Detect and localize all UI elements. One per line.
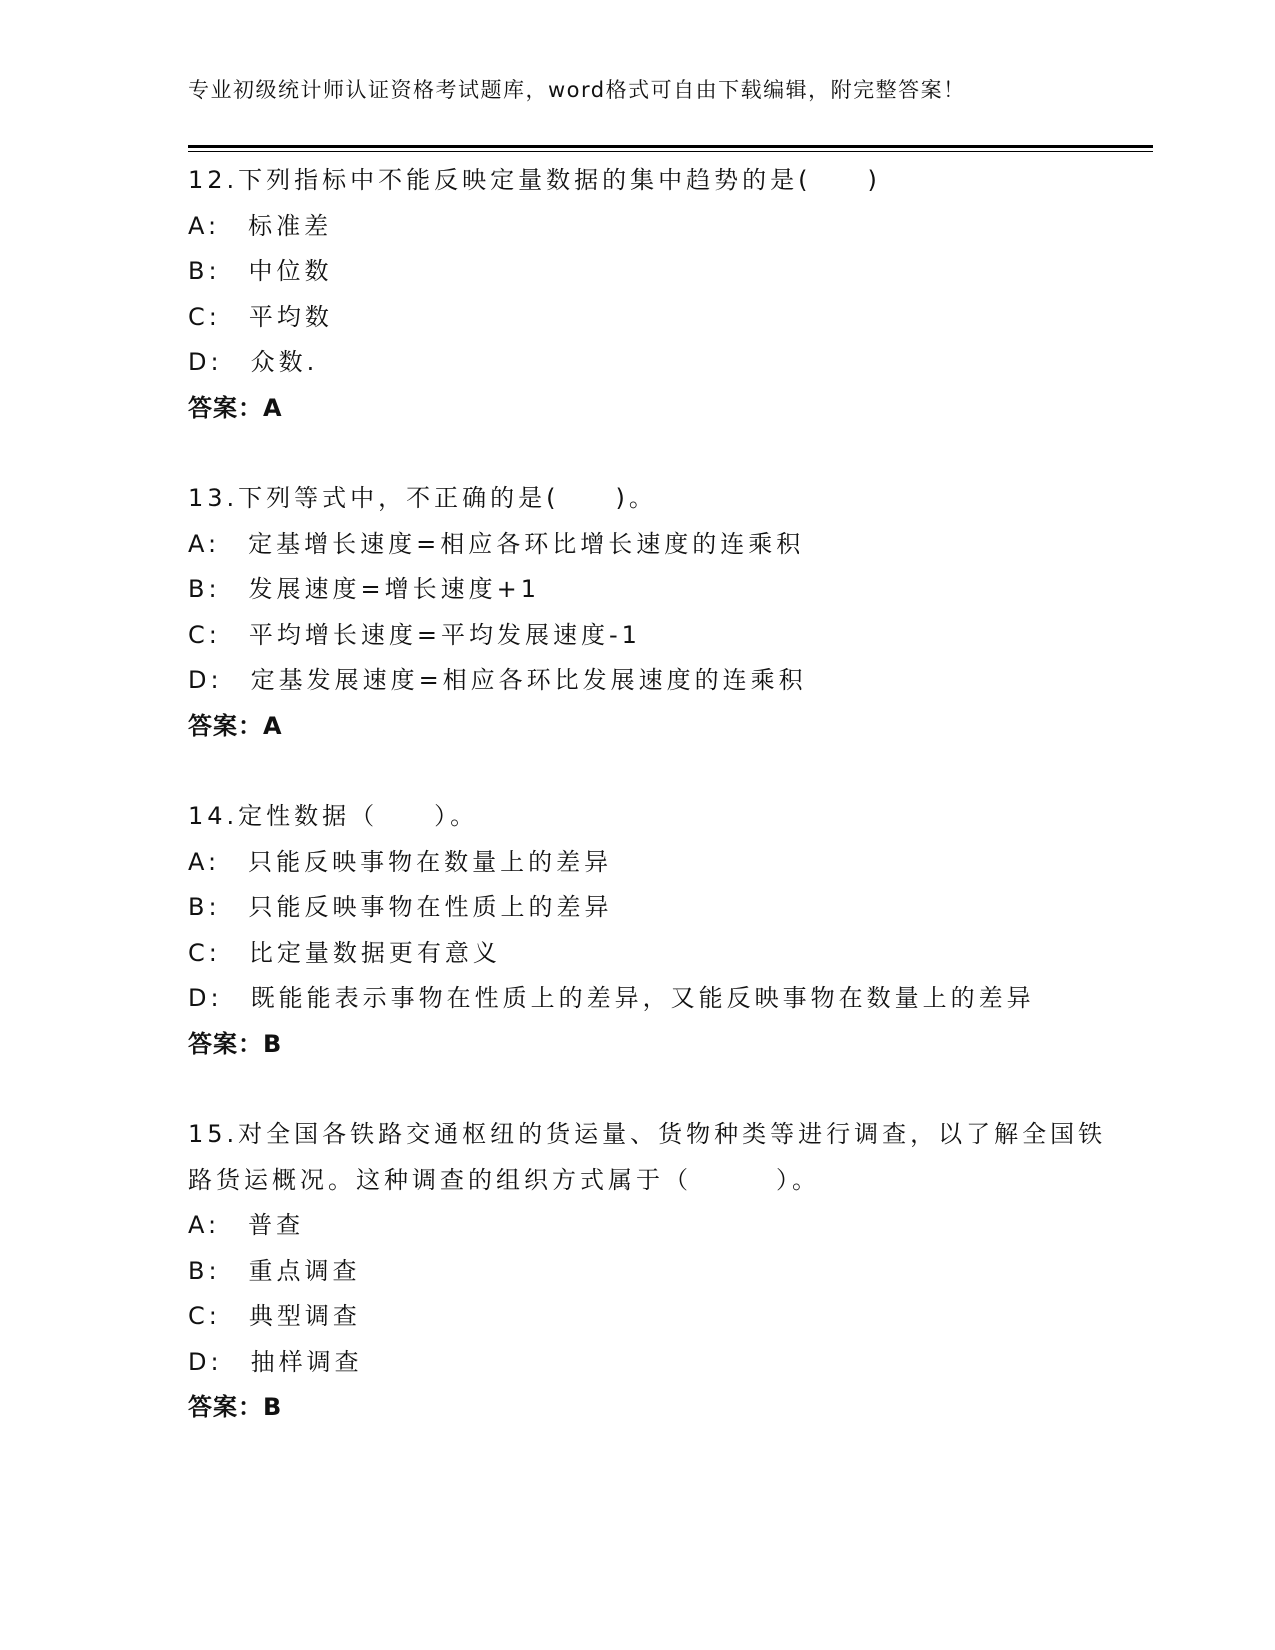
option-a: A: 只能反映事物在数量上的差异 [188, 847, 613, 876]
answer-line: 答案：B [188, 1393, 283, 1421]
question-stem: 14.定性数据（ ）。 [188, 802, 479, 830]
question-stem: 13.下列等式中，不正确的是( )。 [188, 484, 657, 512]
question-12 [188, 158, 1108, 431]
option-a: A: 普查 [188, 1211, 305, 1239]
option-d: D: 众数. [188, 348, 319, 376]
header-rule-thick [188, 145, 1153, 148]
option-b: B: 中位数 [188, 257, 333, 285]
option-b: B: 只能反映事物在性质上的差异 [188, 893, 613, 921]
option-c: C: 典型调查 [188, 1302, 361, 1330]
header-rule-thin [188, 151, 1153, 152]
option-d: D: 既能能表示事物在性质上的差异，又能反映事物在数量上的差异 [188, 984, 1035, 1012]
option-a: A: 标准差 [188, 211, 333, 240]
option-c: C: 比定量数据更有意义 [188, 938, 501, 967]
question-14 [188, 794, 1108, 1067]
answer-line: 答案：A [188, 711, 283, 740]
option-d: D: 定基发展速度=相应各环比发展速度的连乘积 [188, 666, 807, 694]
option-d: D: 抽样调查 [188, 1347, 363, 1376]
option-b: B: 发展速度=增长速度+1 [188, 575, 541, 603]
answer-line: 答案：B [188, 1029, 283, 1058]
document-header: 专业初级统计师认证资格考试题库，word格式可自由下载编辑，附完整答案！ [188, 78, 966, 102]
question-13 [188, 476, 1108, 749]
question-15 [188, 1112, 1108, 1431]
option-c: C: 平均增长速度=平均发展速度-1 [188, 620, 641, 649]
answer-line: 答案：A [188, 393, 283, 422]
question-list [188, 158, 1108, 1431]
question-stem: 12.下列指标中不能反映定量数据的集中趋势的是( ) [188, 166, 881, 194]
option-b: B: 重点调查 [188, 1256, 361, 1285]
option-a: A: 定基增长速度=相应各环比增长速度的连乘积 [188, 529, 805, 558]
question-stem: 15.对全国各铁路交通枢纽的货运量、货物种类等进行调查，以了解全国铁路货运概况。这种调查的组织方式属于（ ）。 [188, 1120, 1107, 1194]
option-c: C: 平均数 [188, 302, 333, 331]
